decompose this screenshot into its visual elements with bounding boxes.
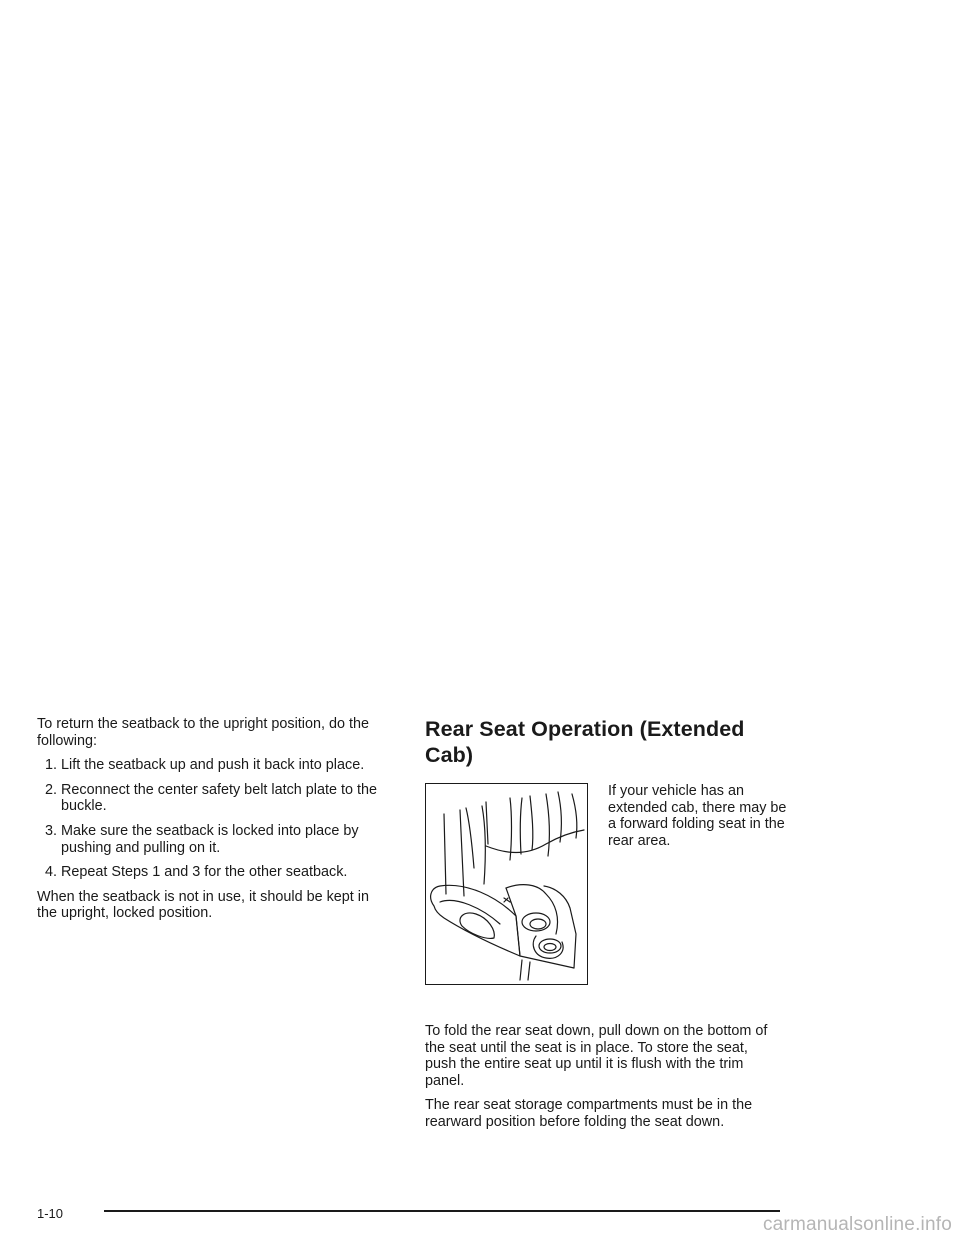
rear-seat-illustration: [425, 783, 588, 985]
right-column: [425, 716, 787, 1139]
step-item: 2. Reconnect the center safety belt latch plate to the buckle.: [45, 781, 377, 815]
fold-instructions-paragraph: To fold the rear seat down, pull down on the bottom of the seat until the seat is in place. To store the seat, push the entire seat up until it is flush with the trim panel.: [425, 1023, 768, 1089]
step-item: 3. Make sure the seatback is locked into place by pushing and pulling on it.: [45, 822, 359, 856]
watermark: carmanualsonline.info: [762, 1214, 952, 1235]
footer-rule: [104, 1210, 780, 1212]
steps-list: [37, 757, 392, 881]
closing-paragraph: When the seatback is not in use, it should be kept in the upright, locked position.: [37, 888, 369, 922]
left-column: [37, 716, 392, 930]
intro-paragraph: To return the seatback to the upright position, do the following:: [37, 716, 369, 749]
figure-caption: If your vehicle has an extended cab, there may be a forward folding seat in the rear area.: [608, 783, 787, 849]
step-item: 1. Lift the seatback up and push it back into place.: [45, 757, 365, 774]
section-title: Rear Seat Operation (Extended Cab): [425, 717, 745, 767]
figure-row: [425, 783, 787, 1023]
page-number: 1-10: [37, 1206, 64, 1221]
step-item: 4. Repeat Steps 1 and 3 for the other seatback.: [45, 864, 348, 881]
storage-note-paragraph: The rear seat storage compartments must be in the rearward position before folding the seat down.: [425, 1097, 753, 1130]
